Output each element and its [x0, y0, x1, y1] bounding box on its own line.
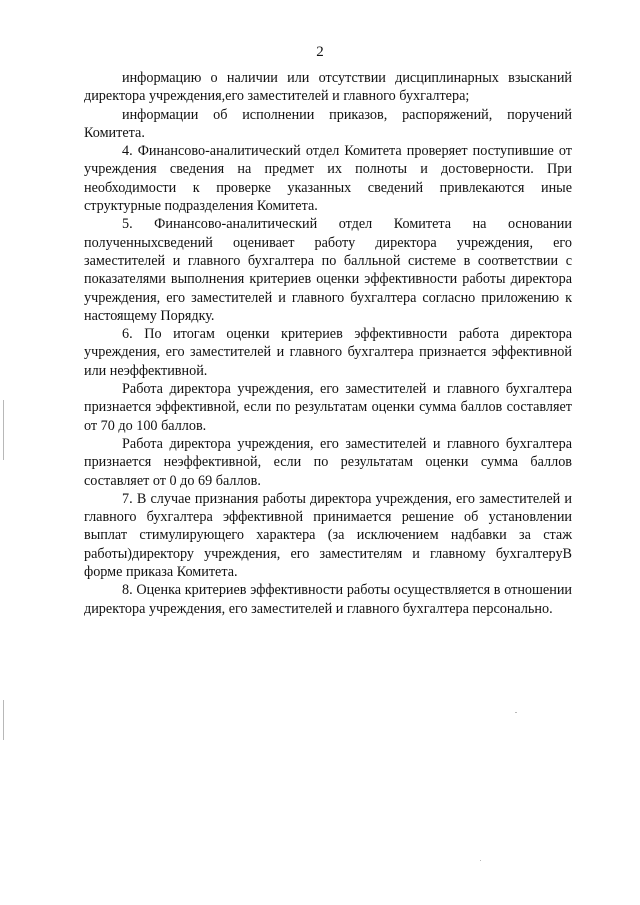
- paragraph-item-4: 4. Финансово-аналитический отдел Комитета проверяет поступившие от учреждения сведения на предмет их полноты и достоверности. При необходимости к проверке указанных сведений привлекаются иные структурные подразделения Комитета.: [84, 143, 572, 215]
- document-body: [84, 69, 572, 618]
- paragraph-item-7: 7. В случае признания работы директора учреждения, его заместителей и главного бухгалтера эффективной принимается решение об установлении выплат стимулирующего характера (за исключением надбавки за стаж работы)директору учреждения, его заместителям и главному бухгалтеруВ форме приказа Комитета.: [84, 490, 572, 581]
- paragraph-item-6: 6. По итогам оценки критериев эффективности работа директора учреждения, его заместителей и главного бухгалтера признается эффективной или неэффективной.: [84, 326, 572, 379]
- paragraph-disciplinary-info: информацию о наличии или отсутствии дисциплинарных взысканий директора учреждения,его заместителей и главного бухгалтера;: [84, 70, 572, 105]
- paragraph-item-5: 5. Финансово-аналитический отдел Комитета на основании полученныхсведений оценивает работу директора учреждения, его заместителей и главного бухгалтера по балльной системе в соответствии с показателями выполнения критериев оценки эффективности работы директора учреждения, его заместителей и главного бухгалтера согласно приложению к настоящему Порядку.: [84, 216, 572, 324]
- scan-edge-mark: [3, 400, 4, 460]
- page-number: 2: [316, 44, 324, 60]
- scan-dot-mark: [480, 860, 481, 861]
- paragraph-orders-execution: информации об исполнении приказов, распоряжений, поручений Комитета.: [84, 106, 572, 141]
- scan-edge-mark: [3, 700, 4, 740]
- paragraph-effective-criteria: Работа директора учреждения, его заместителей и главного бухгалтера признается эффективной, если по результатам оценки сумма баллов составляет от 70 до 100 баллов.: [84, 381, 572, 434]
- scan-dot-mark: [515, 712, 517, 713]
- paragraph-ineffective-criteria: Работа директора учреждения, его заместителей и главного бухгалтера признается неэффективной, если по результатам оценки сумма баллов составляет от 0 до 69 баллов.: [84, 435, 572, 489]
- paragraph-item-8: 8. Оценка критериев эффективности работы осуществляется в отношении директора учреждения, его заместителей и главного бухгалтера персонально.: [84, 582, 572, 617]
